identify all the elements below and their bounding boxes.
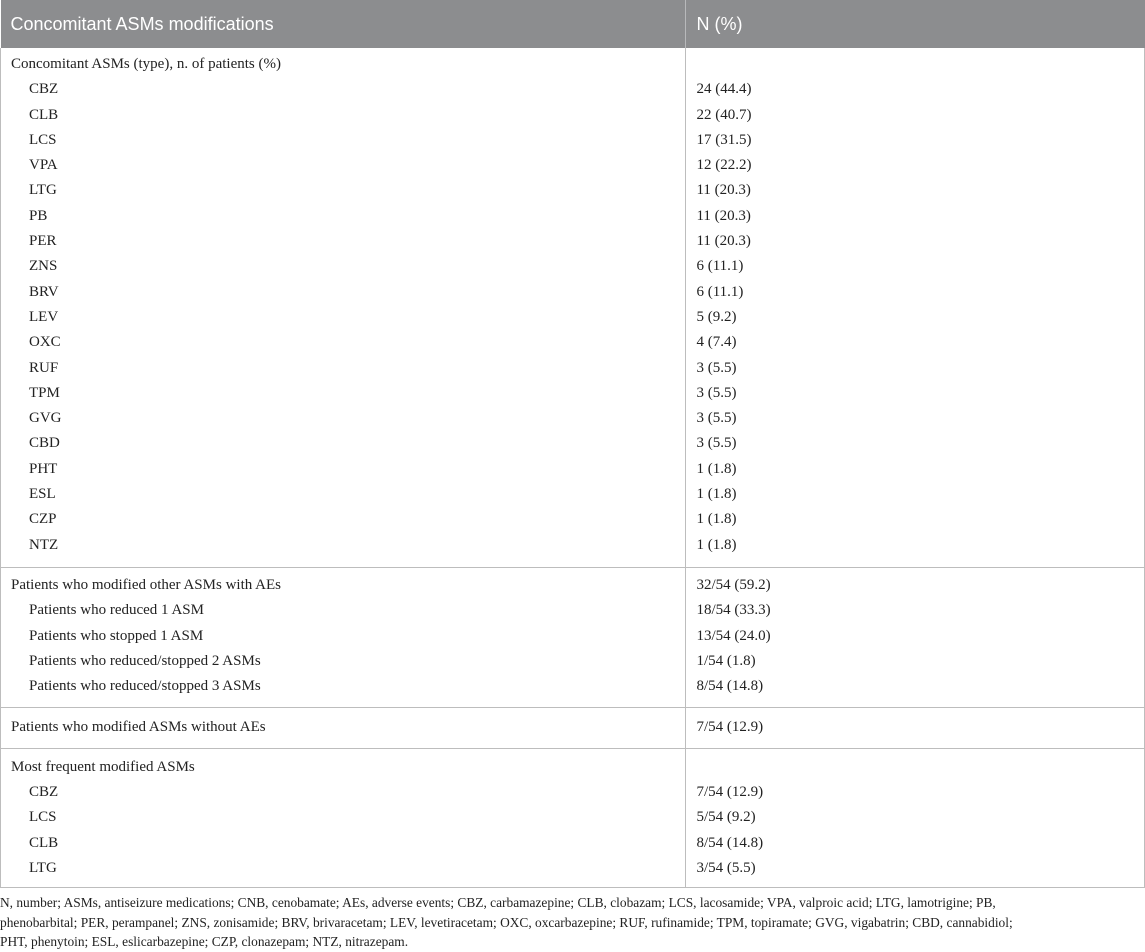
- row-label: PER: [29, 233, 57, 250]
- row-label: TPM: [29, 384, 60, 401]
- row-label: Patients who reduced/stopped 2 ASMs: [29, 652, 261, 669]
- section-labels-column: [1, 748, 686, 887]
- section-labels-column: [1, 567, 686, 707]
- section-values-column: [686, 48, 1145, 567]
- row-label: Patients who reduced/stopped 3 ASMs: [29, 678, 261, 695]
- row-label: NTZ: [29, 536, 59, 553]
- row-label: CBZ: [29, 81, 59, 98]
- row-value: 13/54 (24.0): [696, 627, 771, 644]
- section-title: Patients who modified ASMs without AEs: [11, 719, 266, 736]
- section-title-value: [686, 52, 1144, 77]
- row-label: CLB: [29, 834, 59, 851]
- row-value: 1 (1.8): [696, 511, 737, 528]
- row-label: BRV: [29, 283, 59, 300]
- row-value: 6 (11.1): [696, 258, 744, 275]
- row-value: 8/54 (14.8): [696, 834, 764, 851]
- row-label: Patients who stopped 1 ASM: [29, 627, 204, 644]
- section-title: Concomitant ASMs (type), n. of patients (%): [11, 56, 281, 72]
- row-label: VPA: [29, 157, 58, 174]
- section-title: Most frequent modified ASMs: [11, 758, 195, 775]
- row-value: 4 (7.4): [696, 334, 737, 351]
- section-modified-without-aes: [1, 708, 1145, 748]
- section-title-value: [686, 755, 1144, 780]
- row-label: LCS: [29, 809, 57, 826]
- row-value: 11 (20.3): [696, 207, 751, 224]
- section-modified-with-aes: [1, 567, 1145, 707]
- row-value: 3 (5.5): [696, 384, 737, 401]
- row-label: Patients who reduced 1 ASM: [29, 602, 204, 619]
- row-label: CLB: [29, 106, 59, 123]
- row-value: 3 (5.5): [696, 435, 737, 452]
- footnote-line: phenobarbital; PER, perampanel; ZNS, zonisamide; BRV, brivaracetam; LEV, levetiracetam; OXC, oxcarbazepine; RUF, rufinamide; TPM, topiramate; GVG, vigabatrin; CBD, cannabidiol;: [0, 914, 1013, 930]
- section-labels-column: [1, 48, 686, 567]
- row-value: 18/54 (33.3): [696, 602, 771, 619]
- row-label: GVG: [29, 410, 62, 427]
- row-value: 22 (40.7): [696, 106, 752, 123]
- row-value: 11 (20.3): [696, 182, 751, 199]
- table-footnote: [0, 893, 1140, 952]
- row-label: LTG: [29, 182, 57, 199]
- row-label: LTG: [29, 859, 57, 876]
- row-value: 3 (5.5): [696, 359, 737, 376]
- row-value: 5 (9.2): [696, 308, 737, 325]
- section-title-value: 32/54 (59.2): [696, 576, 771, 593]
- table-header-row: [1, 0, 1145, 48]
- row-value: 24 (44.4): [696, 81, 752, 98]
- header-col-n-percent: N (%): [686, 0, 1145, 48]
- row-value: 8/54 (14.8): [696, 678, 764, 695]
- row-label: PHT: [29, 460, 58, 477]
- row-value: 5/54 (9.2): [696, 809, 756, 826]
- section-values-column: [686, 748, 1145, 887]
- header-col-modifications: Concomitant ASMs modifications: [1, 0, 686, 48]
- row-label: LCS: [29, 131, 57, 148]
- row-value: 1/54 (1.8): [696, 652, 756, 669]
- row-label: OXC: [29, 334, 61, 351]
- row-value: 17 (31.5): [696, 131, 752, 148]
- section-values-column: [686, 708, 1145, 748]
- footnote-line: PHT, phenytoin; ESL, eslicarbazepine; CZP, clonazepam; NTZ, nitrazepam.: [0, 934, 409, 949]
- row-value: 11 (20.3): [696, 233, 751, 250]
- row-value: 6 (11.1): [696, 283, 744, 300]
- row-label: CBZ: [29, 784, 59, 801]
- row-label: ZNS: [29, 258, 58, 275]
- section-values-column: [686, 567, 1145, 707]
- row-label: CZP: [29, 511, 57, 528]
- row-label: CBD: [29, 435, 60, 452]
- section-concomitant-asms: [1, 48, 1145, 567]
- row-value: 7/54 (12.9): [696, 784, 764, 801]
- row-label: RUF: [29, 359, 59, 376]
- row-value: 1 (1.8): [696, 536, 737, 553]
- row-label: PB: [29, 207, 48, 224]
- row-value: 3 (5.5): [696, 410, 737, 427]
- row-value: 3/54 (5.5): [696, 859, 756, 876]
- footnote-line: N, number; ASMs, antiseizure medications; CNB, cenobamate; AEs, adverse events; CBZ, carbamazepine; CLB, clobazam; LCS, lacosamide; VPA, valproic acid; LTG, lamotrigine; PB,: [0, 895, 996, 910]
- row-label: ESL: [29, 486, 56, 503]
- section-title-value: 7/54 (12.9): [696, 719, 764, 736]
- row-value: 1 (1.8): [696, 460, 737, 477]
- section-title: Patients who modified other ASMs with AEs: [11, 576, 281, 593]
- section-labels-column: [1, 708, 686, 748]
- row-label: LEV: [29, 308, 59, 325]
- row-value: 1 (1.8): [696, 486, 737, 503]
- section-most-frequent-modified: [1, 748, 1145, 887]
- row-value: 12 (22.2): [696, 157, 752, 174]
